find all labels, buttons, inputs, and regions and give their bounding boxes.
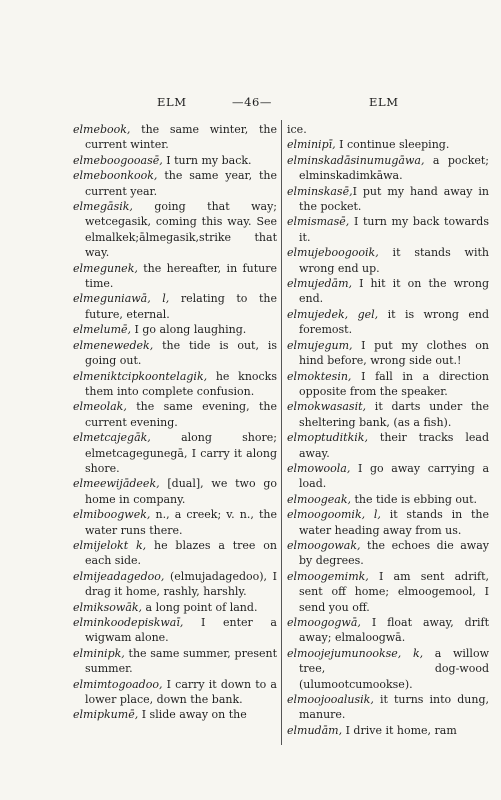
entry-definition: ice. [287,123,307,136]
entry-headword: elminipī, [287,138,336,152]
entry-definition: it darts under the sheltering bank, (as a fish). [299,400,489,429]
entry-headword: elmijeadagedoo, [73,569,165,583]
entry-definition: I turn my back. [162,153,252,167]
entry-definition: relating to the future, eternal. [85,292,277,321]
entry-definition: a willow tree, dog-wood (ulumootcumookse). [299,646,489,691]
entry-definition: the hereafter, in future time. [85,261,277,291]
header-right-word: ELM [369,95,399,109]
entry-definition: going that way; wetcegasik, coming this way. See elmalkek;ālmegasik,strike that way. [85,200,277,260]
dictionary-entry [73,507,277,538]
dictionary-entry [73,322,277,337]
entry-definition: the same summer, present summer. [85,646,277,676]
dictionary-entry [73,707,277,722]
entry-definition: the tide is ebbing out. [350,492,477,506]
dictionary-entry [73,476,277,507]
entry-definition: I float away, drift away; elmaloogwā. [299,616,489,645]
entry-definition: the same year, the current year. [85,169,277,198]
entry-definition: I drive it home, ram [342,723,457,737]
entry-headword: elmijelokt k, [73,538,147,552]
dictionary-entry [287,137,489,152]
entry-definition: I put my clothes on hind before, wrong side out.! [299,338,489,368]
entry-headword: elminskasē, [287,184,353,198]
dictionary-entry [73,600,277,615]
dictionary-entry [287,153,489,184]
dictionary-entry [73,122,277,153]
entry-definition: it is wrong end foremost. [299,307,489,337]
entry-headword: elmoogogwā, [287,616,361,629]
dictionary-entry [73,569,277,600]
entry-headword: elmeboonkook, [73,169,158,183]
entry-definition: I put my hand away in the pocket. [299,184,489,214]
entry-definition: n., a creek; v. n., the water runs there. [85,508,277,537]
dictionary-entry [73,646,277,677]
running-header [0,95,501,113]
entry-definition: along shore; elmetcagegunegā, I carry it along shore. [85,431,277,475]
entry-definition: a long point of land. [142,600,258,614]
entry-definition: he blazes a tree on each side. [85,538,277,568]
entry-headword: elmudām, [287,723,343,737]
entry-definition: their tracks lead away. [299,431,489,460]
dictionary-entry [73,153,277,168]
dictionary-entry [73,168,277,199]
entry-definition: I hit it on the wrong end. [299,277,489,306]
entry-definition: it stands in the water heading away from us. [299,508,489,537]
dictionary-entry [287,399,489,430]
entry-definition: it turns into dung, manure. [299,693,489,722]
entry-headword: elmegunek, [73,261,138,275]
dictionary-entry [287,615,489,646]
entry-definition: I turn my back towards it. [299,215,489,244]
entry-definition: I go away carrying a load. [299,461,489,491]
dictionary-entry [287,245,489,276]
entry-headword: elmoktesin, [287,369,352,383]
entry-headword: elmegāsik, [73,200,133,214]
entry-definition: the same evening, the current evening. [85,400,277,429]
entry-definition: I fall in a direction opposite from the speaker. [299,369,489,398]
entry-definition: a pocket; elminskadimkāwa. [299,153,489,183]
dictionary-entry [287,461,489,492]
entry-headword: elmokwasasit, [287,400,367,414]
entry-definition: I am sent adrift, sent off home; elmoogemool, I send you off. [299,569,489,614]
dictionary-entry [287,723,489,738]
dictionary-entry [287,646,489,692]
dictionary-entry [287,214,489,245]
dictionary-entry [287,492,489,507]
entry-headword: elmiksowāk, [73,600,143,614]
header-left-word: ELM [157,95,187,109]
page-number: —46— [232,95,273,109]
entry-headword: elminskadāsinumugāwa, [287,153,425,167]
dictionary-entry [73,261,277,292]
entry-headword: elmeewijādeek, [73,477,160,491]
entry-headword: elmeboogooasē, [73,153,163,167]
dictionary-entry [287,307,489,338]
entry-definition: I slide away on the [138,708,247,722]
dictionary-entry [287,692,489,723]
entry-headword: elmipkumē, [73,708,139,722]
entry-definition: I carry it down to a lower place, down the bank. [85,677,277,707]
entry-headword: elmetcajegāk, [73,431,151,445]
entry-headword: elmeniktcipkoontelagik, [73,369,208,383]
dictionary-entry [287,369,489,400]
dictionary-entry [73,338,277,369]
entry-definition: I continue sleeping. [335,138,450,152]
entry-definition: he knocks them into complete confusion. [85,369,277,398]
dictionary-entry [73,677,277,708]
entry-headword: elmeguniawā, l, [73,292,170,306]
dictionary-entry [73,615,277,646]
dictionary-entry [73,399,277,430]
dictionary-entry [287,430,489,461]
entry-headword: elmismasē, [287,215,350,229]
entry-headword: elmoogeak, [287,492,351,506]
dictionary-entry [287,122,489,137]
dictionary-entry [73,291,277,322]
dictionary-entry [73,199,277,261]
left-column [73,122,277,723]
entry-headword: elmoojejumunookse, k, [287,646,424,660]
entry-definition: (elmujadagedoo), I drag it home, rashly, harshly. [85,569,277,599]
dictionary-entry [73,369,277,400]
entry-headword: elmoojooalusik, [287,693,374,707]
entry-headword: elmujedek, gel, [287,307,379,321]
entry-headword: elminkoodepiskwaī, [73,616,184,629]
dictionary-entry [287,184,489,215]
column-divider [281,120,282,745]
entry-headword: elmujedām, [287,277,352,291]
entry-definition: the echoes die away by degrees. [299,538,489,568]
entry-headword: elmenewedek, [73,338,154,352]
dictionary-entry [287,507,489,538]
dictionary-entry [287,338,489,369]
dictionary-entry [287,569,489,615]
entry-headword: elminipk, [73,646,125,660]
entry-definition: I go along laughing. [131,323,247,337]
dictionary-entry [73,430,277,476]
entry-headword: elmimtogoadoo, [73,677,163,691]
entry-headword: elmujegum, [287,338,353,352]
dictionary-entry [287,276,489,307]
entry-headword: elmoptuditkik, [287,431,368,445]
dictionary-entry [287,538,489,569]
entry-headword: elmiboogwek, [73,508,151,522]
entry-definition: it stands with wrong end up. [299,246,489,275]
entry-headword: elmoogemimk, [287,569,369,583]
entry-headword: elmowoola, [287,461,351,475]
dictionary-entry [73,538,277,569]
entry-headword: elmoogoomik, l, [287,508,381,522]
entry-headword: elmoogowak, [287,538,361,552]
entry-headword: elmujeboogooik, [287,246,379,260]
entry-definition: the same winter, the current winter. [85,123,277,152]
entry-headword: elmelumē, [73,323,132,337]
entry-definition: [dual], we two go home in company. [85,477,277,506]
entry-definition: I enter a wigwam alone. [85,616,277,645]
right-column [287,122,489,738]
entry-headword: elmebook, [73,123,131,136]
entry-headword: elmeolak, [73,400,127,414]
entry-definition: the tide is out, is going out. [85,338,277,368]
